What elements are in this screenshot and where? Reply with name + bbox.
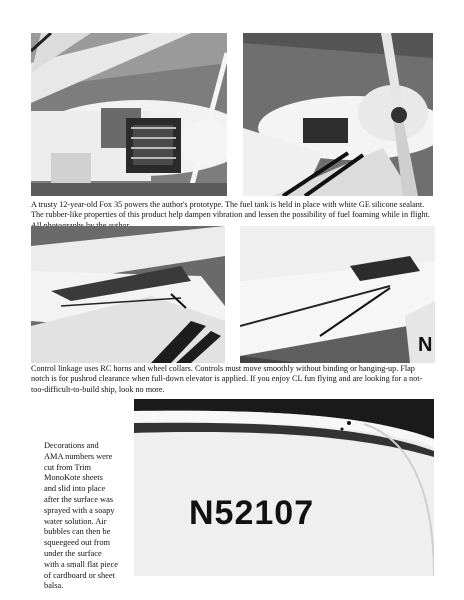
caption-line: AMA numbers were [44,451,113,461]
caption-line: water solution. Air [44,516,107,526]
caption-line: of cardboard or sheet [44,570,115,580]
caption-line: bubbles can then be [44,527,111,537]
caption-line: sprayed with a soapy [44,505,115,515]
caption-line: and slid into place [44,484,106,494]
caption-line: Decorations and [44,441,99,450]
svg-text:N: N [418,334,433,356]
photo-engine-installation [31,33,227,196]
caption-line: under the surface [44,548,102,558]
photo-wing-registration [134,399,434,576]
photo-control-linkage [31,226,225,363]
caption-decorations [44,441,134,592]
caption-line: balsa. [44,581,64,591]
caption-control-linkage: Control linkage uses RC horns and wheel collars. Controls must move smoothly without binding or hanging-up. Flap notch is for pushrod clearance when full-down elevator is applied. If you enjoy CL fun flying and are looking for a not-too-difficult-to-build ship, look no more. [31,364,423,394]
caption-line: with a small flat piece [44,559,118,569]
caption-line: MonoKote sheets [44,473,103,483]
caption-line: squeegeed out from [44,538,111,548]
wing-registration-number: N52107 [189,494,315,532]
caption-line: cut from Trim [44,462,91,472]
photo-flap-notch [240,226,435,363]
caption-engine-photos: A trusty 12-year-old Fox 35 powers the author's prototype. The fuel tank is held in place with white GE silicone sealant. The rubber-like properties of this product help dampen vibration and lessen the possibility of fuel foaming while in flight. [31,200,430,220]
photo-nose-propeller [243,33,433,196]
caption-line: after the surface was [44,494,114,504]
